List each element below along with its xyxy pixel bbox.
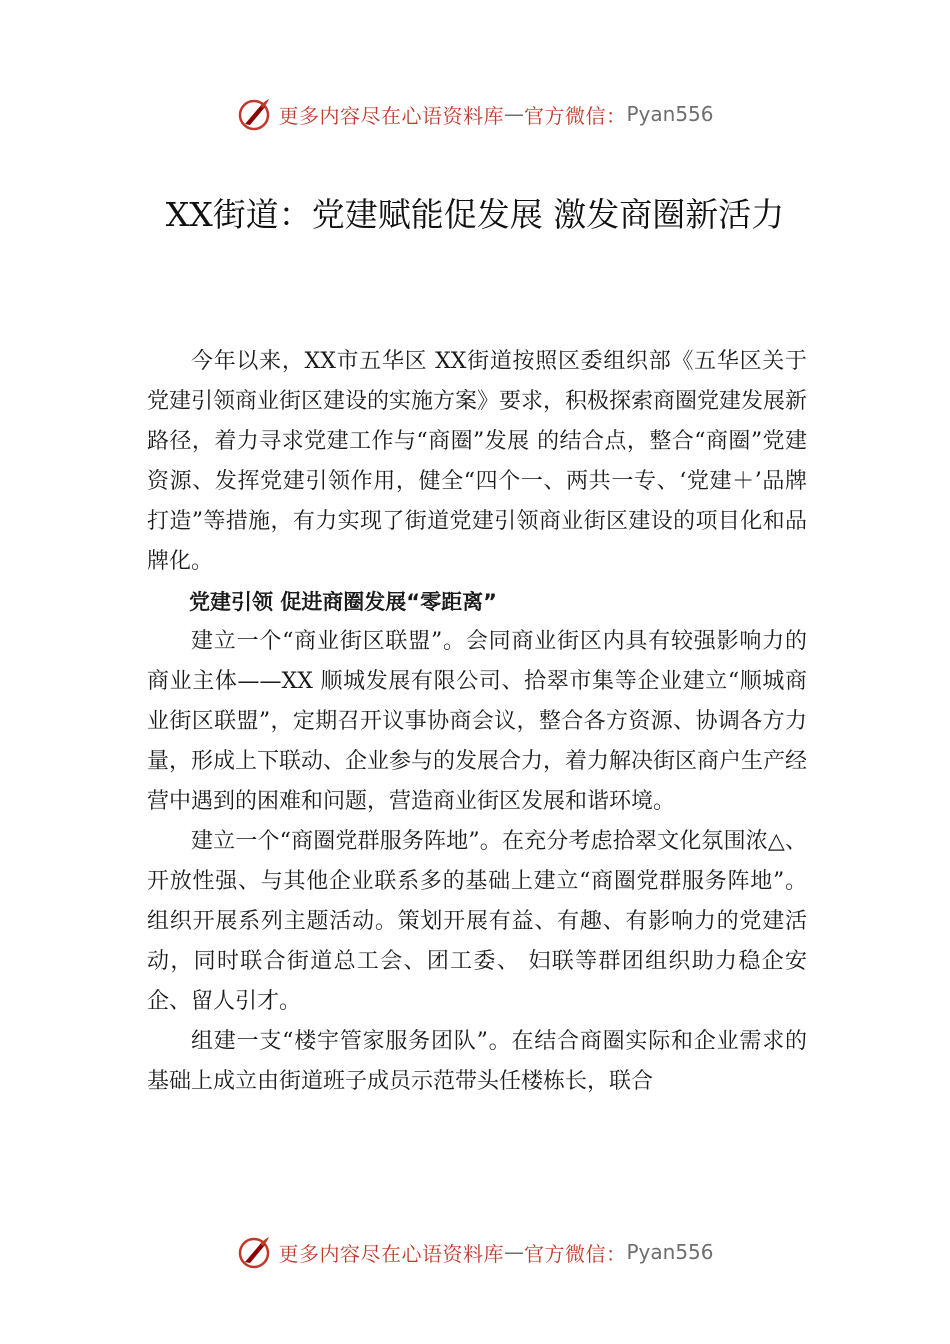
watermark-dash: — [503, 1240, 524, 1264]
section-heading: 党建引领 促进商圈发展“零距离” [189, 590, 497, 614]
watermark-brand-text: 更多内容尽在心语资料库 [278, 103, 504, 128]
paragraph-intro: 今年以来，XX市五华区 XX街道按照区委组织部《五华区关于党建引领商业街区建设的实施方案》要求，积极探索商圈党建发展新路径，着力寻求党建工作与“商圈”发展 的结合点，整合“商圈”党建资源、发挥党建引领作用，健全“四个一、两共一专、‘党建＋’品牌打造”等措施，有力实现了街道党建引领商业街区建设的项目化和品牌化。 [147, 349, 808, 574]
paragraph-alliance: 建立一个“商业街区联盟”。会同商业街区内具有较强影响力的商业主体——XX 顺城发展有限公司、拾翠市集等企业建立“顺城商业街区联盟”，定期召开议事协商会议，整合各方资源、协调各方力量，形成上下联动、企业参与的发展合力，着力解决街区商户生产经营中遇到的困难和问题，营造商业街区发展和谐环境。 [147, 629, 808, 814]
watermark-wechat-id: Pyan556 [626, 1240, 714, 1264]
paragraph-building-team: 组建一支“楼宇管家服务团队”。在结合商圈实际和企业需求的基础上成立由街道班子成员示范带头任楼栋长，联合 [147, 1029, 807, 1094]
quill-logo-icon [236, 96, 272, 132]
watermark-dash: — [503, 102, 524, 126]
watermark-banner-bottom [0, 1232, 950, 1272]
watermark-wechat-label: 官方微信： [523, 103, 627, 128]
document-title: XX街道：党建赋能促发展 激发商圈新活力 [165, 195, 785, 234]
watermark-wechat-label: 官方微信： [523, 1241, 627, 1266]
quill-logo-icon [236, 1234, 272, 1270]
watermark-wechat-id: Pyan556 [626, 102, 714, 126]
document-body [147, 342, 807, 1102]
watermark-brand-text: 更多内容尽在心语资料库 [278, 1241, 504, 1266]
paragraph-service-base: 建立一个“商圈党群服务阵地”。在充分考虑拾翠文化氛围浓△、开放性强、与其他企业联系多的基础上建立“商圈党群服务阵地”。组织开展系列主题活动。策划开展有益、有趣、有影响力的党建活动，同时联合街道总工会、团工委、 妇联等群团组织助力稳企安企、留人引才。 [147, 829, 807, 1014]
watermark-banner-top [0, 94, 950, 134]
